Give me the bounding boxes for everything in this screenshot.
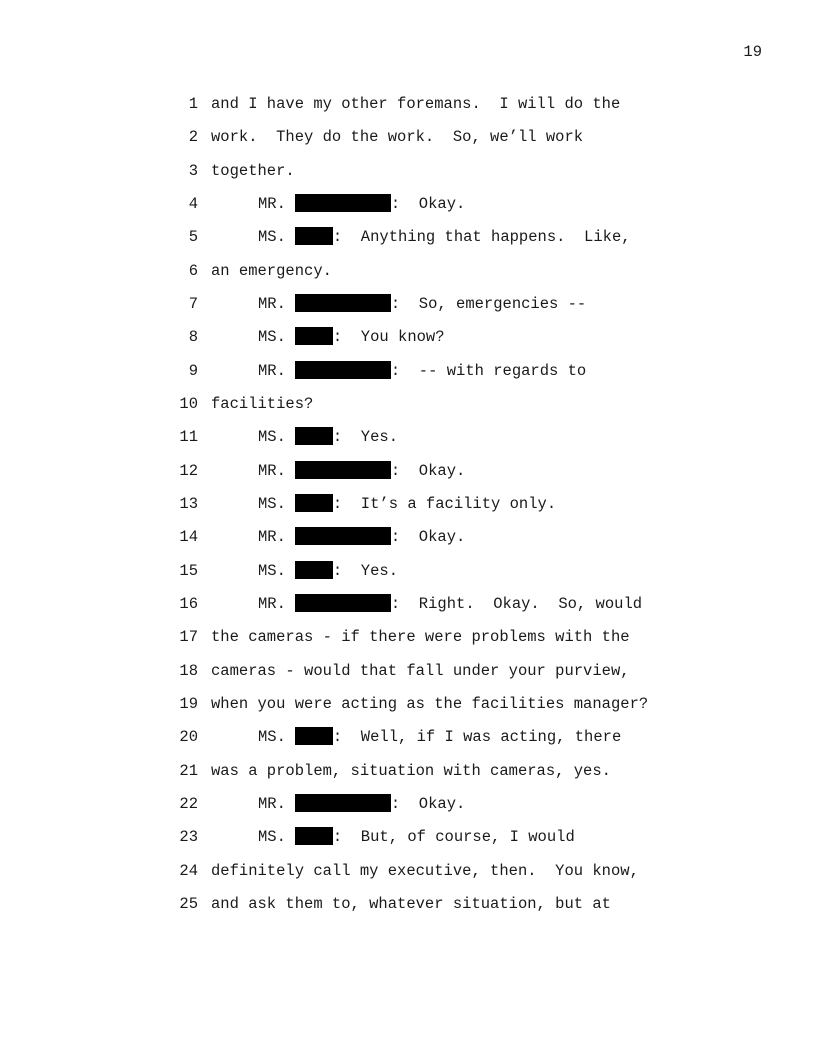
redacted-name-box	[295, 794, 391, 812]
line-number: 5	[188, 228, 198, 247]
transcript-line	[160, 294, 720, 327]
line-number: 10	[179, 394, 198, 413]
transcript-line	[160, 194, 720, 227]
line-number: 14	[179, 528, 198, 547]
speech-text: the cameras - if there were problems with the	[211, 628, 630, 647]
transcript-line	[160, 894, 720, 927]
line-number: 23	[179, 828, 198, 847]
line-text	[211, 594, 642, 614]
speech-text: definitely call my executive, then. You know,	[211, 861, 639, 880]
line-number: 19	[179, 694, 198, 713]
line-text	[211, 727, 621, 747]
transcript-line	[160, 594, 720, 627]
transcript-line	[160, 261, 720, 294]
transcript-line	[160, 227, 720, 260]
line-text	[211, 794, 465, 814]
redacted-name-box	[295, 461, 391, 479]
speaker-title: MR.	[258, 294, 286, 313]
speaker-title: MS.	[258, 428, 286, 447]
speech-text: and I have my other foremans. I will do the	[211, 95, 621, 113]
line-text	[211, 361, 586, 381]
line-number: 6	[188, 261, 198, 280]
speaker-title: MS.	[258, 328, 286, 347]
speech-text: an emergency.	[211, 261, 332, 280]
speaker-title: MS.	[258, 561, 286, 580]
line-number: 1	[188, 95, 198, 113]
transcript-line	[160, 527, 720, 560]
transcript-body	[160, 94, 720, 927]
transcript-line	[160, 327, 720, 360]
transcript-line	[160, 127, 720, 160]
speaker-title: MS.	[258, 828, 286, 847]
speech-text: : Yes.	[332, 428, 399, 447]
line-text	[211, 894, 611, 914]
redacted-name-box	[295, 294, 391, 312]
speaker-title: MR.	[258, 461, 286, 480]
redacted-name-box	[295, 727, 333, 745]
line-text	[211, 461, 465, 481]
transcript-line	[160, 361, 720, 394]
line-text	[211, 494, 556, 514]
transcript-line	[160, 661, 720, 694]
transcript-line	[160, 561, 720, 594]
speech-text: : Anything that happens. Like,	[332, 228, 631, 247]
line-number: 11	[179, 428, 198, 447]
transcript-line	[160, 94, 720, 127]
transcript-line	[160, 627, 720, 660]
page-number: 19	[743, 43, 762, 61]
speech-text: : -- with regards to	[390, 361, 587, 380]
speech-text: : But, of course, I would	[332, 828, 575, 847]
speaker-title: MS.	[258, 728, 286, 747]
speech-text: and ask them to, whatever situation, but at	[211, 894, 611, 913]
redacted-name-box	[295, 594, 391, 612]
line-number: 7	[188, 294, 198, 313]
line-text	[211, 427, 398, 447]
line-text	[211, 561, 398, 581]
line-text	[211, 661, 630, 681]
line-text	[211, 527, 465, 547]
line-text	[211, 827, 575, 847]
speech-text: facilities?	[211, 394, 314, 413]
line-text	[211, 261, 332, 281]
transcript-line	[160, 694, 720, 727]
line-number: 22	[179, 794, 198, 813]
line-number: 24	[179, 861, 198, 880]
redacted-name-box	[295, 327, 333, 345]
redacted-name-box	[295, 561, 333, 579]
speaker-title: MR.	[258, 361, 286, 380]
line-number: 25	[179, 894, 198, 913]
line-number: 3	[188, 161, 198, 180]
speech-text: was a problem, situation with cameras, yes.	[211, 761, 611, 780]
line-number: 12	[179, 461, 198, 480]
speaker-title: MR.	[258, 794, 286, 813]
speech-text: : Okay.	[390, 461, 466, 480]
line-number: 8	[188, 328, 198, 347]
line-number: 17	[179, 628, 198, 647]
line-text	[211, 227, 631, 247]
speaker-title: MR.	[258, 528, 286, 547]
speech-text: : Okay.	[390, 528, 466, 547]
speech-text: : Okay.	[390, 194, 466, 213]
speech-text: : So, emergencies --	[390, 294, 587, 313]
line-text	[211, 394, 313, 414]
line-number: 2	[188, 128, 198, 147]
speech-text: together.	[211, 161, 295, 180]
transcript-line	[160, 761, 720, 794]
redacted-name-box	[295, 494, 333, 512]
line-number: 4	[188, 194, 198, 213]
transcript-line	[160, 394, 720, 427]
transcript-line	[160, 427, 720, 460]
speech-text: : Well, if I was acting, there	[332, 728, 622, 747]
line-number: 21	[179, 761, 198, 780]
line-text	[211, 861, 639, 881]
speech-text: : You know?	[332, 328, 445, 347]
speech-text: : Yes.	[332, 561, 399, 580]
line-text	[211, 694, 648, 714]
speech-text: work. They do the work. So, we’ll work	[211, 128, 584, 147]
redacted-name-box	[295, 427, 333, 445]
line-text	[211, 127, 583, 147]
redacted-name-box	[295, 194, 391, 212]
speaker-title: MS.	[258, 494, 286, 513]
speaker-title: MR.	[258, 194, 286, 213]
line-text	[211, 627, 630, 647]
line-number: 16	[179, 594, 198, 613]
line-text	[211, 294, 586, 314]
speech-text: : Okay.	[390, 794, 466, 813]
line-text	[211, 94, 620, 114]
speech-text: cameras - would that fall under your purview,	[211, 661, 630, 680]
speech-text: when you were acting as the facilities manager?	[211, 694, 649, 713]
line-text	[211, 161, 295, 181]
transcript-line	[160, 861, 720, 894]
transcript-line	[160, 827, 720, 860]
line-number: 18	[179, 661, 198, 680]
transcript-line	[160, 794, 720, 827]
line-text	[211, 194, 465, 214]
line-number: 20	[179, 728, 198, 747]
redacted-name-box	[295, 527, 391, 545]
line-text	[211, 761, 611, 781]
transcript-line	[160, 494, 720, 527]
speaker-title: MR.	[258, 594, 286, 613]
speech-text: : Right. Okay. So, would	[390, 594, 643, 613]
speaker-title: MS.	[258, 228, 286, 247]
line-number: 9	[188, 361, 198, 380]
redacted-name-box	[295, 827, 333, 845]
transcript-line	[160, 461, 720, 494]
speech-text: : It’s a facility only.	[332, 494, 557, 513]
line-number: 15	[179, 561, 198, 580]
transcript-line	[160, 727, 720, 760]
redacted-name-box	[295, 361, 391, 379]
redacted-name-box	[295, 227, 333, 245]
line-text	[211, 327, 445, 347]
line-number: 13	[179, 494, 198, 513]
transcript-line	[160, 161, 720, 194]
